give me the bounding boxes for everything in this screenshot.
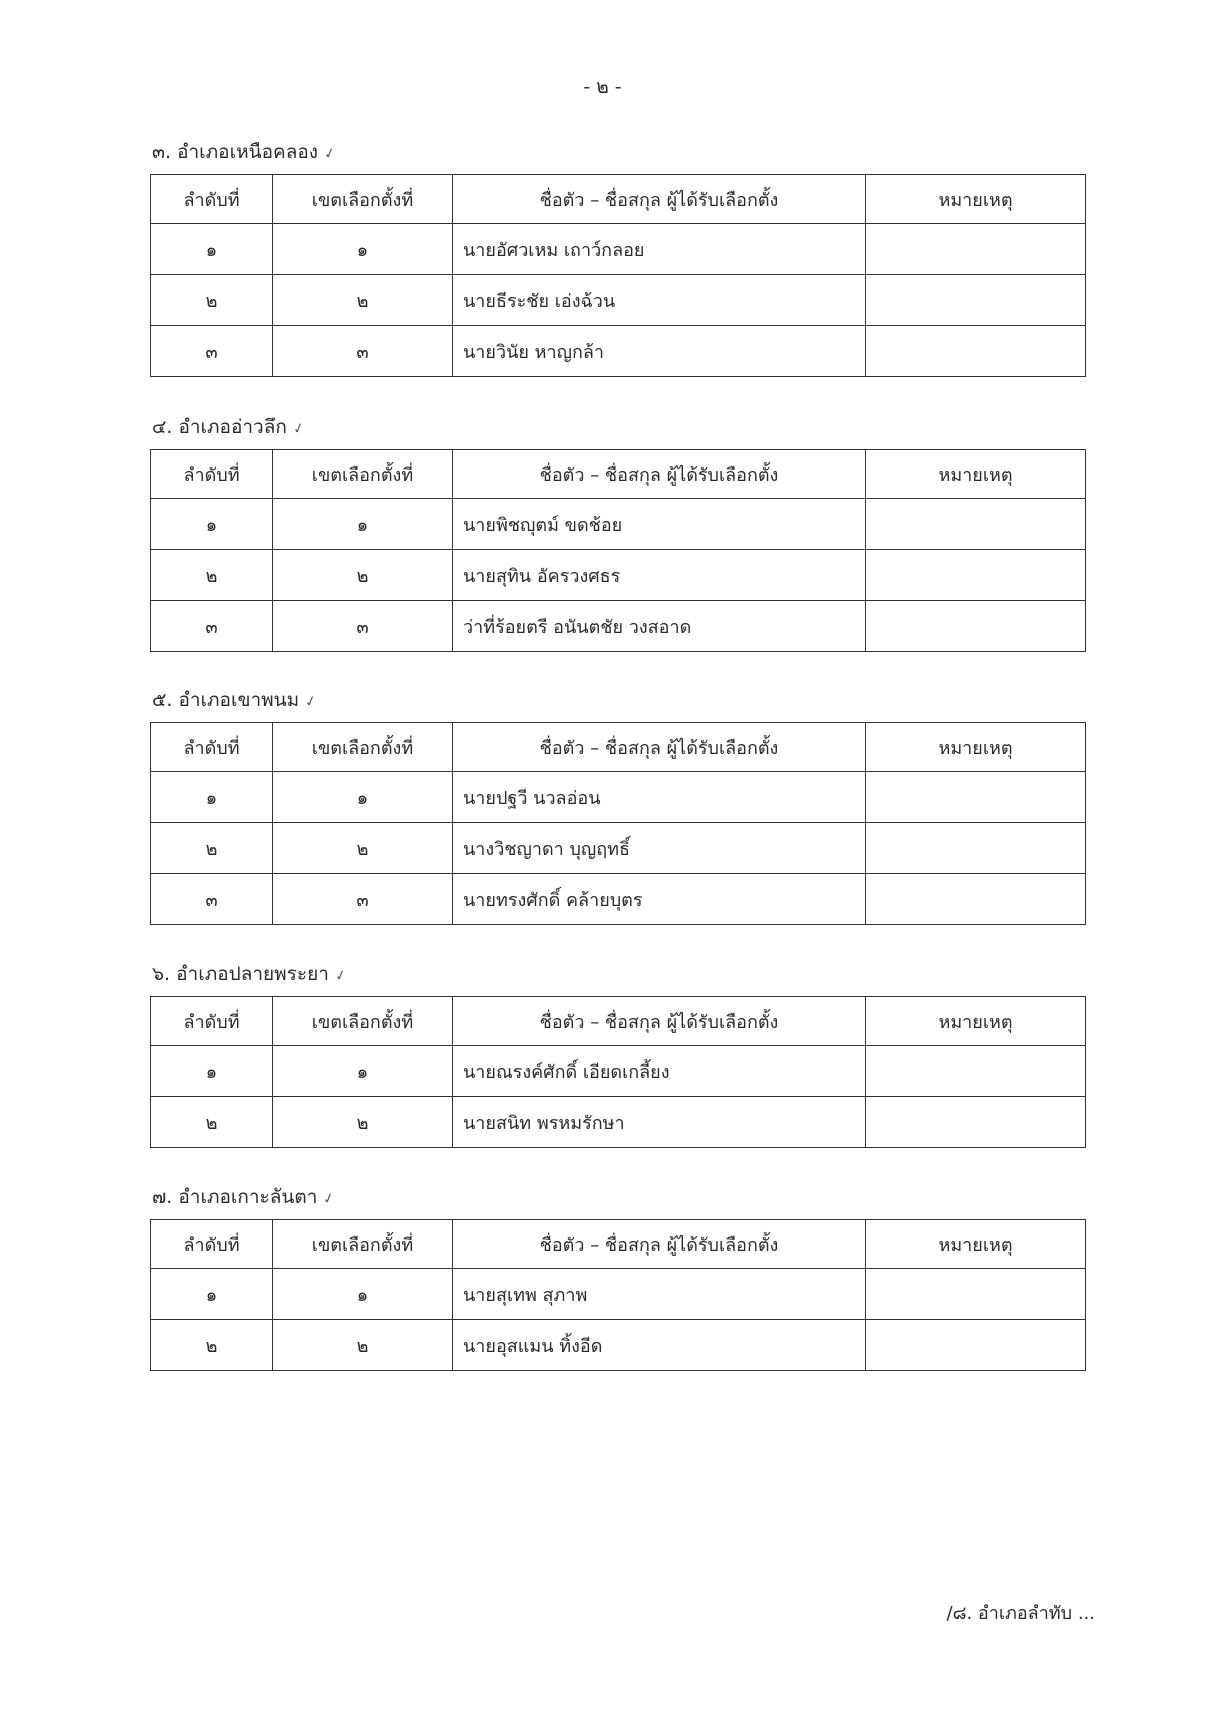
cell-name: นางวิชญาดา บุญฤทธิ์ bbox=[453, 823, 866, 874]
section-nuea-khlong bbox=[150, 130, 1085, 377]
cell-note bbox=[866, 326, 1086, 377]
cell-order: ๓ bbox=[151, 601, 273, 652]
section-plai-phraya bbox=[150, 952, 1085, 1148]
cell-note bbox=[866, 823, 1086, 874]
table-header-row bbox=[151, 997, 1086, 1046]
header-note: หมายเหตุ bbox=[866, 1220, 1086, 1269]
header-district: เขตเลือกตั้งที่ bbox=[273, 450, 453, 499]
checkmark-icon: ✓ bbox=[321, 1189, 337, 1209]
cell-district: ๑ bbox=[273, 772, 453, 823]
continuation-reference: /๘. อำเภอลำทับ ... bbox=[946, 1603, 1095, 1624]
table-row bbox=[151, 1320, 1086, 1371]
header-order: ลำดับที่ bbox=[151, 175, 273, 224]
cell-order: ๑ bbox=[151, 772, 273, 823]
cell-note bbox=[866, 550, 1086, 601]
cell-order: ๒ bbox=[151, 1320, 273, 1371]
table-row bbox=[151, 499, 1086, 550]
cell-district: ๑ bbox=[273, 1046, 453, 1097]
section-title: ๔. อำเภออ่าวลึก ✓ bbox=[150, 405, 1085, 449]
cell-district: ๒ bbox=[273, 1320, 453, 1371]
section-title: ๖. อำเภอปลายพระยา ✓ bbox=[150, 952, 1085, 996]
cell-order: ๑ bbox=[151, 1269, 273, 1320]
section-ao-luek bbox=[150, 405, 1085, 652]
cell-district: ๓ bbox=[273, 326, 453, 377]
cell-note bbox=[866, 1046, 1086, 1097]
cell-note bbox=[866, 1269, 1086, 1320]
cell-name: นายสุเทพ สุภาพ bbox=[453, 1269, 866, 1320]
cell-note bbox=[866, 601, 1086, 652]
cell-district: ๑ bbox=[273, 1269, 453, 1320]
header-order: ลำดับที่ bbox=[151, 1220, 273, 1269]
cell-order: ๓ bbox=[151, 874, 273, 925]
header-district: เขตเลือกตั้งที่ bbox=[273, 723, 453, 772]
header-name: ชื่อตัว – ชื่อสกุล ผู้ได้รับเลือกตั้ง bbox=[453, 450, 866, 499]
table-row bbox=[151, 1046, 1086, 1097]
table-row bbox=[151, 550, 1086, 601]
cell-order: ๒ bbox=[151, 550, 273, 601]
header-name: ชื่อตัว – ชื่อสกุล ผู้ได้รับเลือกตั้ง bbox=[453, 1220, 866, 1269]
cell-name: นายวินัย หาญกล้า bbox=[453, 326, 866, 377]
cell-name: นายสุทิน อัครวงศธร bbox=[453, 550, 866, 601]
header-note: หมายเหตุ bbox=[866, 175, 1086, 224]
cell-name: นายปฐวี นวลอ่อน bbox=[453, 772, 866, 823]
header-district: เขตเลือกตั้งที่ bbox=[273, 997, 453, 1046]
table-header-row bbox=[151, 450, 1086, 499]
header-order: ลำดับที่ bbox=[151, 723, 273, 772]
header-note: หมายเหตุ bbox=[866, 723, 1086, 772]
cell-name: นายพิชญุตม์ ขดช้อย bbox=[453, 499, 866, 550]
section-title: ๗. อำเภอเกาะลันตา ✓ bbox=[150, 1175, 1085, 1219]
cell-order: ๒ bbox=[151, 823, 273, 874]
table-header-row bbox=[151, 175, 1086, 224]
cell-district: ๑ bbox=[273, 499, 453, 550]
cell-district: ๓ bbox=[273, 874, 453, 925]
cell-note bbox=[866, 224, 1086, 275]
section-ko-lanta bbox=[150, 1175, 1085, 1371]
cell-name: ว่าที่ร้อยตรี อนันตชัย วงสอาด bbox=[453, 601, 866, 652]
table-row bbox=[151, 224, 1086, 275]
cell-district: ๒ bbox=[273, 1097, 453, 1148]
cell-name: นายอุสแมน ทิ้งอีด bbox=[453, 1320, 866, 1371]
page-number: - ๒ - bbox=[583, 76, 622, 98]
section-title: ๕. อำเภอเขาพนม ✓ bbox=[150, 678, 1085, 722]
section-title: ๓. อำเภอเหนือคลอง ✓ bbox=[150, 130, 1085, 174]
header-order: ลำดับที่ bbox=[151, 450, 273, 499]
header-note: หมายเหตุ bbox=[866, 450, 1086, 499]
section-khao-phanom bbox=[150, 678, 1085, 925]
table-row bbox=[151, 1269, 1086, 1320]
header-name: ชื่อตัว – ชื่อสกุล ผู้ได้รับเลือกตั้ง bbox=[453, 175, 866, 224]
cell-order: ๒ bbox=[151, 275, 273, 326]
header-district: เขตเลือกตั้งที่ bbox=[273, 175, 453, 224]
cell-note bbox=[866, 874, 1086, 925]
cell-district: ๒ bbox=[273, 550, 453, 601]
cell-name: นายอัศวเหม เถาว์กลอย bbox=[453, 224, 866, 275]
header-order: ลำดับที่ bbox=[151, 997, 273, 1046]
header-note: หมายเหตุ bbox=[866, 997, 1086, 1046]
table-row bbox=[151, 601, 1086, 652]
cell-name: นายณรงค์ศักดิ์ เอียดเกลี้ยง bbox=[453, 1046, 866, 1097]
header-district: เขตเลือกตั้งที่ bbox=[273, 1220, 453, 1269]
cell-order: ๑ bbox=[151, 499, 273, 550]
results-table bbox=[150, 449, 1086, 652]
header-name: ชื่อตัว – ชื่อสกุล ผู้ได้รับเลือกตั้ง bbox=[453, 723, 866, 772]
checkmark-icon: ✓ bbox=[291, 419, 307, 439]
table-row bbox=[151, 874, 1086, 925]
results-table bbox=[150, 174, 1086, 377]
cell-order: ๑ bbox=[151, 1046, 273, 1097]
table-row bbox=[151, 1097, 1086, 1148]
cell-order: ๒ bbox=[151, 1097, 273, 1148]
cell-order: ๑ bbox=[151, 224, 273, 275]
cell-name: นายธีระชัย เอ่งฉ้วน bbox=[453, 275, 866, 326]
cell-name: นายสนิท พรหมรักษา bbox=[453, 1097, 866, 1148]
results-table bbox=[150, 1219, 1086, 1371]
table-header-row bbox=[151, 723, 1086, 772]
table-row bbox=[151, 823, 1086, 874]
cell-district: ๒ bbox=[273, 275, 453, 326]
table-row bbox=[151, 326, 1086, 377]
cell-note bbox=[866, 1097, 1086, 1148]
cell-name: นายทรงศักดิ์ คล้ายบุตร bbox=[453, 874, 866, 925]
cell-note bbox=[866, 772, 1086, 823]
checkmark-icon: ✓ bbox=[322, 144, 338, 164]
table-header-row bbox=[151, 1220, 1086, 1269]
cell-district: ๒ bbox=[273, 823, 453, 874]
results-table bbox=[150, 996, 1086, 1148]
checkmark-icon: ✓ bbox=[303, 692, 319, 712]
results-table bbox=[150, 722, 1086, 925]
table-row bbox=[151, 275, 1086, 326]
header-name: ชื่อตัว – ชื่อสกุล ผู้ได้รับเลือกตั้ง bbox=[453, 997, 866, 1046]
cell-district: ๓ bbox=[273, 601, 453, 652]
cell-note bbox=[866, 1320, 1086, 1371]
cell-district: ๑ bbox=[273, 224, 453, 275]
table-row bbox=[151, 772, 1086, 823]
cell-order: ๓ bbox=[151, 326, 273, 377]
cell-note bbox=[866, 275, 1086, 326]
checkmark-icon: ✓ bbox=[333, 966, 349, 986]
cell-note bbox=[866, 499, 1086, 550]
